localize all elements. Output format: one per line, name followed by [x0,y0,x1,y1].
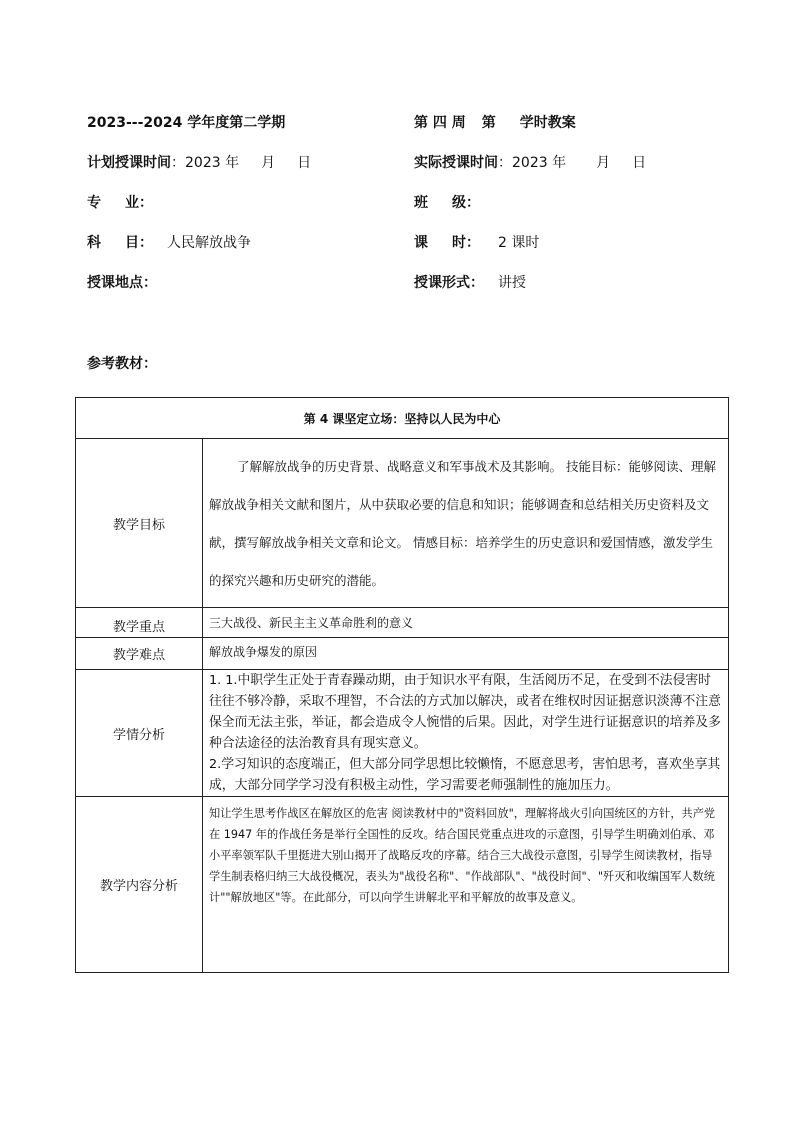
table-row [76,797,729,973]
table-row [76,638,729,670]
row-content-key-points: 三大战役、新民主主义革命胜利的意义 [203,608,729,638]
table-row [76,670,729,797]
major-line [87,194,153,212]
row-content-objectives: 了解解放战争的历史背景、战略意义和军事战术及其影响。 技能目标：能够阅读、理解解放战争相关文献和图片，从中获取必要的信息和知识；能够调查和总结相关历史资料及文献，撰写解放战争相关文章和论文。 情感目标：培养学生的历史意识和爱国情感，激发学生的探究兴趣和历史研究的潜能。 [203,439,729,608]
table-title-row [76,398,729,439]
term-title: 2023---2024 学年度第二学期 [87,115,286,131]
row-label-objectives: 教学目标 [76,439,203,608]
planned-time-day: 日 [297,155,312,171]
subject-value: 人民解放战争 [167,235,251,251]
planned-time-year: ：2023 年 [171,155,240,171]
week-lesson-title [414,114,576,132]
week-number: 第 四 周 [414,115,466,131]
form-line [414,274,526,292]
row-label-key-points: 教学重点 [76,608,203,638]
planned-time-label: 计划授课时间 [87,155,171,171]
student-analysis-paragraph-2: 2.学习知识的态度端正，但大部分同学思想比较懒惰，不愿意思考，害怕思考，喜欢坐享其成，大部分同学学习没有积极主动性，学习需要老师强制性的施加压力。 [209,757,721,793]
form-value: 讲授 [498,275,526,291]
class-label: 班 [414,195,428,211]
row-label-difficulties: 教学难点 [76,638,203,670]
subject-label-tail: 目： [125,235,153,251]
lesson-title: 第 4 课坚定立场：坚持以人民为中心 [76,398,729,439]
actual-time-month: 月 [596,155,611,171]
hours-line [414,234,539,252]
lesson-prefix: 第 [481,115,496,131]
actual-time-year: ：2023 年 [498,155,567,171]
location-label: 授课地点： [87,275,157,291]
planned-time-line [87,154,311,172]
table-row [76,439,729,608]
form-label: 授课形式： [414,275,484,291]
hours-label: 课 [414,235,428,251]
lesson-plan-label: 学时教案 [519,115,576,131]
student-analysis-paragraph-1: 1. 1.中职学生正处于青春躁动期，由于知识水平有限，生活阅历不足，在受到不法侵害时往往不够冷静，采取不理智，不合法的方式加以解决，或者在维权时因证据意识淡薄不注意保全而无法主张，举证，都会造成令人惋惜的后果。因此，对学生进行证据意识的培养及多种合法途径的法治教育具有现实意义。 [209,673,721,751]
hours-value: 2 课时 [498,235,540,251]
row-content-content-analysis: 知让学生思考作战区在解放区的危害 阅读教材中的"资料回放"，理解将战火引向国统区的方针，共产党在 1947 年的作战任务是举行全国性的反攻。结合国民党重点进攻的示意图，引导学生明确刘伯承、邓小平率领军队千里挺进大别山揭开了战略反攻的序幕。结合三大战役示意图，引导学生阅读教材，指导学生制表格归纳三大战役概况，表头为"战役名称"、"作战部队"、"战役时间"、"歼灭和收编国军人数统计""解放地区"等。在此部分，可以向学生讲解北平和平解放的故事及意义。 [203,797,729,973]
planned-time-month: 月 [261,155,276,171]
table-row [76,608,729,638]
row-label-student-analysis: 学情分析 [76,670,203,797]
subject-line [87,234,251,252]
row-content-student-analysis [203,670,729,797]
actual-time-label: 实际授课时间 [414,155,498,171]
actual-time-line [414,154,646,172]
subject-label: 科 [87,235,101,251]
row-content-difficulties: 解放战争爆发的原因 [203,638,729,670]
major-label: 专 [87,195,101,211]
row-label-content-analysis: 教学内容分析 [76,797,203,973]
actual-time-day: 日 [632,155,647,171]
hours-label-tail: 时： [452,235,480,251]
class-line [414,194,480,212]
major-label-tail: 业： [125,195,153,211]
class-label-tail: 级： [452,195,480,211]
textbook-label: 参考教材： [87,356,157,372]
lesson-plan-table [75,397,729,973]
